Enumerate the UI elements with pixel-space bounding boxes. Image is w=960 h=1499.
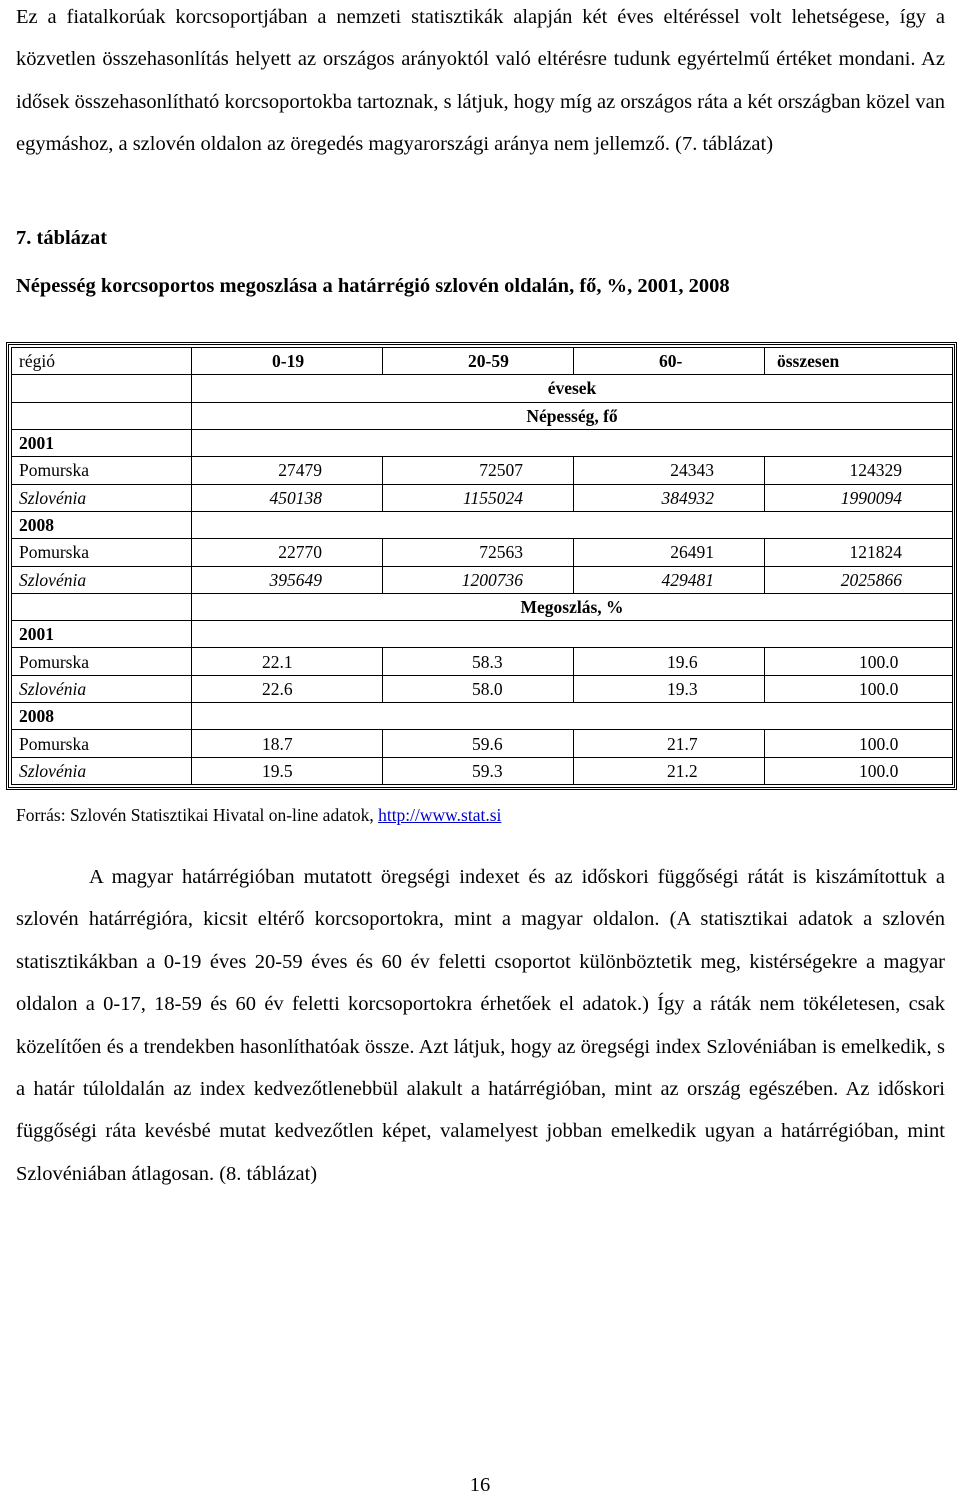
region-name: Szlovénia [12,484,192,511]
region-name: Pomurska [12,730,192,757]
section-label-population: Népesség, fő [192,402,953,429]
data-cell: 100.0 [765,757,953,784]
section-row [12,402,953,429]
year-row [12,703,953,730]
data-cell: 395649 [192,566,383,593]
page-number: 16 [469,1474,491,1496]
header-total: összesen [765,348,953,375]
table-row [12,484,953,511]
population-table [6,342,957,790]
data-cell: 100.0 [765,648,953,675]
table-row [12,457,953,484]
region-name: Szlovénia [12,757,192,784]
year-row [12,511,953,538]
table-row [12,566,953,593]
table-row [12,730,953,757]
body-paragraph: A magyar határrégióban mutatott öregségi indexet és az időskori függőségi rátát is kiszámítottuk a szlovén határrégióra, kicsit eltérő korcsoportokra, mint a magyar oldalon. (A statisztikai adatok a szlovén statisztikákban a 0-19 éves 20-59 éves és 60 év feletti csoportot különböztetik meg, kistérségekre a magyar oldalon a 0-17, 18-59 és 60 év feletti korcsoportokra érhetőek el adatok.) Így a ráták nem tökéletesen, csak közelítően és a trendekben hasonlíthatóak össze. Azt látjuk, hogy az öregségi index Szlovéniában is emelkedik, s a határ túloldalán az index kedvezőtlenebbül alakult a határrégióban, mint az ország egészében. Az időskori függőségi ráta kevésbé mutat kedvezőtlen képet, valamelyest jobban emelkedik ugyan a határrégióban, mint Szlovéniában átlagosan. (8. táblázat) [16,866,945,1185]
data-cell: 2025866 [765,566,953,593]
source-note [16,805,501,826]
year-row [12,621,953,648]
data-cell: 58.3 [383,648,574,675]
year-label: 2001 [12,621,192,648]
data-cell: 19.5 [192,757,383,784]
region-name: Pomurska [12,539,192,566]
table-row [12,675,953,702]
table-number: 7. táblázat [16,227,108,249]
data-cell: 121824 [765,539,953,566]
data-cell: 100.0 [765,730,953,757]
data-cell: 19.6 [574,648,765,675]
table-title: Népesség korcsoportos megoszlása a határrégió szlovén oldalán, fő, %, 2001, 2008 [16,275,730,297]
header-age-20-59: 20-59 [383,348,574,375]
table-row [12,757,953,784]
region-name: Pomurska [12,648,192,675]
region-name: Szlovénia [12,675,192,702]
table-header-row [12,348,953,375]
data-cell: 24343 [574,457,765,484]
year-label: 2008 [12,703,192,730]
unit-row [12,375,953,402]
header-age-60: 60- [574,348,765,375]
table-row [12,539,953,566]
region-name: Szlovénia [12,566,192,593]
data-cell: 1990094 [765,484,953,511]
unit-label: évesek [192,375,953,402]
header-region: régió [12,348,192,375]
data-cell: 19.3 [574,675,765,702]
data-cell: 26491 [574,539,765,566]
data-cell: 429481 [574,566,765,593]
data-cell: 59.3 [383,757,574,784]
data-cell: 384932 [574,484,765,511]
data-cell: 100.0 [765,675,953,702]
data-cell: 22770 [192,539,383,566]
year-row [12,429,953,456]
header-age-0-19: 0-19 [192,348,383,375]
data-cell: 58.0 [383,675,574,702]
data-cell: 124329 [765,457,953,484]
data-cell: 22.1 [192,648,383,675]
year-label: 2001 [12,429,192,456]
data-cell: 72563 [383,539,574,566]
data-cell: 450138 [192,484,383,511]
section-row [12,593,953,620]
source-text: Forrás: Szlovén Statisztikai Hivatal on-line adatok, [16,805,379,825]
intro-paragraph: Ez a fiatalkorúak korcsoportjában a nemzeti statisztikák alapján két éves eltéréssel volt lehetségese, így a közvetlen összehasonlítás helyett az országos arányoktól való eltérésre tudunk egyértelmű értéket mondani. Az idősek összehasonlítható korcsoportokba tartoznak, s látjuk, hogy míg az országos ráta a két országban közel van egymáshoz, a szlovén oldalon az öregedés magyarországi aránya nem jellemző. (7. táblázat) [16,6,945,156]
source-link[interactable]: http://www.stat.si [378,805,502,825]
year-label: 2008 [12,511,192,538]
data-cell: 72507 [383,457,574,484]
table-row [12,648,953,675]
region-name: Pomurska [12,457,192,484]
data-cell: 1200736 [383,566,574,593]
section-label-distribution: Megoszlás, % [192,593,953,620]
data-cell: 22.6 [192,675,383,702]
data-cell: 1155024 [383,484,574,511]
data-cell: 27479 [192,457,383,484]
data-cell: 21.2 [574,757,765,784]
data-cell: 18.7 [192,730,383,757]
data-cell: 59.6 [383,730,574,757]
population-table-grid [11,347,953,785]
data-cell: 21.7 [574,730,765,757]
